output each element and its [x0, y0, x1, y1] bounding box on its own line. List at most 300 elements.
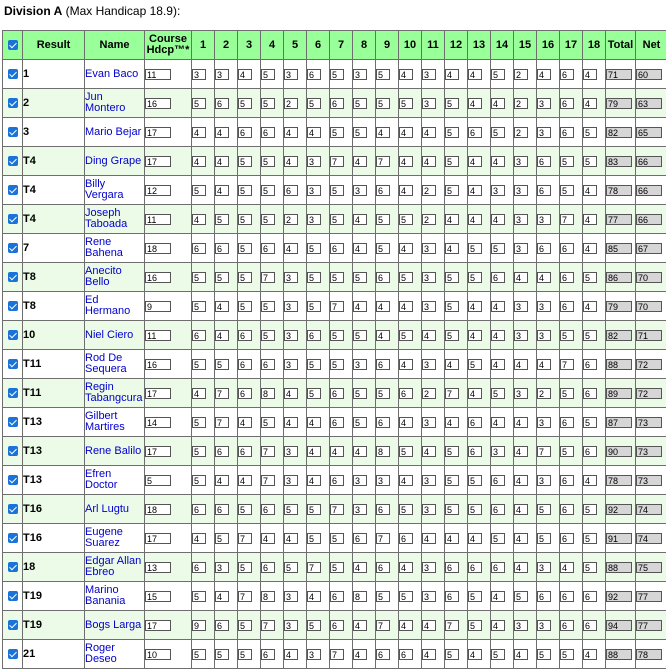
hole-score-field[interactable]: 5	[376, 69, 390, 80]
hole-score-field[interactable]: 5	[445, 475, 459, 486]
hole-score-field[interactable]: 5	[284, 562, 298, 573]
hole-score-field[interactable]: 5	[445, 330, 459, 341]
checkbox-icon[interactable]	[8, 620, 18, 630]
hole-score-field[interactable]: 3	[353, 359, 367, 370]
hole-score-field[interactable]: 3	[307, 649, 321, 660]
hole-score-field[interactable]: 5	[238, 98, 252, 109]
player-name-line1[interactable]: Arl Lugtu	[85, 503, 129, 515]
hole-score-field[interactable]: 5	[445, 98, 459, 109]
hole-score-field[interactable]: 5	[583, 562, 597, 573]
hole-score-field[interactable]: 5	[192, 185, 206, 196]
hole-score-field[interactable]: 8	[353, 591, 367, 602]
hole-score-field[interactable]: 3	[422, 98, 436, 109]
hole-score-field[interactable]: 6	[560, 475, 574, 486]
hole-score-field[interactable]: 3	[215, 562, 229, 573]
checkbox-icon[interactable]	[8, 562, 18, 572]
hole-score-field[interactable]: 4	[422, 156, 436, 167]
player-name-line1[interactable]: Edgar Allan	[85, 555, 141, 567]
hole-score-field[interactable]: 6	[192, 243, 206, 254]
hole-score-field[interactable]: 4	[514, 475, 528, 486]
hole-score-field[interactable]: 4	[583, 98, 597, 109]
hole-score-field[interactable]: 5	[307, 620, 321, 631]
player-name-line1[interactable]: Mario Bejar	[85, 126, 141, 138]
hole-score-field[interactable]: 4	[468, 388, 482, 399]
hole-score-field[interactable]: 6	[560, 504, 574, 515]
hole-score-field[interactable]: 6	[238, 330, 252, 341]
hole-score-field[interactable]: 3	[422, 359, 436, 370]
hole-score-field[interactable]: 4	[422, 127, 436, 138]
hole-score-field[interactable]: 6	[445, 562, 459, 573]
row-checkbox[interactable]	[3, 495, 23, 524]
player-name-link[interactable]	[85, 408, 145, 437]
hole-score-field[interactable]: 3	[284, 446, 298, 457]
row-checkbox[interactable]	[3, 437, 23, 466]
hole-score-field[interactable]: 5	[238, 620, 252, 631]
hole-score-field[interactable]: 4	[238, 69, 252, 80]
hole-score-field[interactable]: 2	[422, 185, 436, 196]
hole-score-field[interactable]: 4	[353, 156, 367, 167]
hole-score-field[interactable]: 6	[583, 446, 597, 457]
hole-score-field[interactable]: 3	[514, 214, 528, 225]
player-name-line2[interactable]: Taboada	[85, 218, 127, 230]
hole-score-field[interactable]: 6	[261, 504, 275, 515]
hole-score-field[interactable]: 5	[238, 504, 252, 515]
hole-score-field[interactable]: 4	[560, 562, 574, 573]
course-hdcp-field[interactable]: 18	[145, 243, 171, 254]
hole-score-field[interactable]: 6	[537, 243, 551, 254]
hole-score-field[interactable]: 4	[445, 214, 459, 225]
hole-score-field[interactable]: 4	[422, 533, 436, 544]
hole-score-field[interactable]: 6	[445, 591, 459, 602]
course-hdcp-field[interactable]: 17	[145, 620, 171, 631]
hole-score-field[interactable]: 4	[491, 214, 505, 225]
hole-score-field[interactable]: 5	[215, 533, 229, 544]
select-all-checkbox[interactable]	[3, 31, 23, 60]
course-hdcp-field[interactable]: 16	[145, 272, 171, 283]
hole-score-field[interactable]: 6	[261, 127, 275, 138]
hole-score-field[interactable]: 6	[353, 533, 367, 544]
hole-score-field[interactable]: 6	[215, 446, 229, 457]
hole-score-field[interactable]: 6	[537, 185, 551, 196]
checkbox-icon[interactable]	[8, 243, 18, 253]
course-hdcp-field[interactable]: 17	[145, 156, 171, 167]
hole-score-field[interactable]: 4	[399, 301, 413, 312]
hole-score-field[interactable]: 6	[376, 272, 390, 283]
hole-score-field[interactable]: 3	[537, 127, 551, 138]
hole-score-field[interactable]: 4	[422, 446, 436, 457]
hole-score-field[interactable]: 3	[491, 446, 505, 457]
row-checkbox[interactable]	[3, 408, 23, 437]
player-name-line1[interactable]: Rene Balilo	[85, 445, 141, 457]
hole-score-field[interactable]: 3	[284, 591, 298, 602]
hole-score-field[interactable]: 4	[353, 214, 367, 225]
player-name-link[interactable]	[85, 321, 145, 350]
hole-score-field[interactable]: 2	[422, 388, 436, 399]
hole-score-field[interactable]: 5	[491, 69, 505, 80]
hole-score-field[interactable]: 3	[284, 620, 298, 631]
checkbox-icon[interactable]	[8, 475, 18, 485]
hole-score-field[interactable]: 6	[330, 475, 344, 486]
hole-score-field[interactable]: 8	[376, 446, 390, 457]
hole-score-field[interactable]: 6	[330, 388, 344, 399]
player-name-line1[interactable]: Evan Baco	[85, 68, 138, 80]
hole-score-field[interactable]: 5	[468, 591, 482, 602]
hole-score-field[interactable]: 4	[514, 446, 528, 457]
hole-score-field[interactable]: 6	[560, 301, 574, 312]
hole-score-field[interactable]: 6	[192, 504, 206, 515]
course-hdcp-field[interactable]: 11	[145, 69, 171, 80]
player-name-link[interactable]	[85, 437, 145, 466]
player-name-line2[interactable]: Suarez	[85, 537, 120, 549]
hole-score-field[interactable]: 5	[468, 504, 482, 515]
hole-score-field[interactable]: 7	[261, 475, 275, 486]
hole-score-field[interactable]: 5	[583, 417, 597, 428]
checkbox-icon[interactable]	[8, 330, 18, 340]
hole-score-field[interactable]: 4	[468, 330, 482, 341]
hole-score-field[interactable]: 4	[583, 301, 597, 312]
hole-score-field[interactable]: 4	[399, 156, 413, 167]
hole-score-field[interactable]: 4	[468, 214, 482, 225]
hole-score-field[interactable]: 2	[537, 388, 551, 399]
hole-score-field[interactable]: 3	[284, 272, 298, 283]
hole-score-field[interactable]: 6	[583, 591, 597, 602]
hole-score-field[interactable]: 5	[445, 649, 459, 660]
hole-score-field[interactable]: 6	[491, 562, 505, 573]
course-hdcp-field[interactable]: 17	[145, 388, 171, 399]
row-checkbox[interactable]	[3, 524, 23, 553]
hole-score-field[interactable]: 4	[215, 301, 229, 312]
hole-score-field[interactable]: 5	[261, 69, 275, 80]
hole-score-field[interactable]: 4	[445, 417, 459, 428]
player-name-line1[interactable]: Joseph	[85, 207, 120, 219]
hole-score-field[interactable]: 5	[330, 214, 344, 225]
player-name-link[interactable]	[85, 553, 145, 582]
hole-score-field[interactable]: 7	[445, 620, 459, 631]
hole-score-field[interactable]: 4	[445, 69, 459, 80]
hole-score-field[interactable]: 4	[399, 69, 413, 80]
hole-score-field[interactable]: 6	[583, 388, 597, 399]
hole-score-field[interactable]: 5	[353, 417, 367, 428]
hole-score-field[interactable]: 6	[491, 475, 505, 486]
hole-score-field[interactable]: 4	[399, 475, 413, 486]
player-name-link[interactable]	[85, 466, 145, 495]
row-checkbox[interactable]	[3, 89, 23, 118]
hole-score-field[interactable]: 5	[583, 330, 597, 341]
course-hdcp-field[interactable]: 16	[145, 359, 171, 370]
course-hdcp-field[interactable]: 12	[145, 185, 171, 196]
hole-score-field[interactable]: 5	[399, 214, 413, 225]
hole-score-field[interactable]: 5	[491, 649, 505, 660]
hole-score-field[interactable]: 4	[422, 620, 436, 631]
hole-score-field[interactable]: 6	[376, 185, 390, 196]
hole-score-field[interactable]: 6	[376, 504, 390, 515]
hole-score-field[interactable]: 5	[583, 272, 597, 283]
hole-score-field[interactable]: 4	[192, 388, 206, 399]
hole-score-field[interactable]: 6	[261, 243, 275, 254]
hole-score-field[interactable]: 4	[583, 185, 597, 196]
checkbox-icon[interactable]	[8, 446, 18, 456]
course-hdcp-field[interactable]: 11	[145, 214, 171, 225]
hole-score-field[interactable]: 3	[215, 69, 229, 80]
hole-score-field[interactable]: 7	[560, 214, 574, 225]
hole-score-field[interactable]: 6	[261, 359, 275, 370]
hole-score-field[interactable]: 5	[238, 649, 252, 660]
player-name-link[interactable]	[85, 234, 145, 263]
hole-score-field[interactable]: 5	[330, 359, 344, 370]
player-name-link[interactable]	[85, 350, 145, 379]
hole-score-field[interactable]: 4	[215, 591, 229, 602]
hole-score-field[interactable]: 4	[537, 69, 551, 80]
hole-score-field[interactable]: 4	[307, 417, 321, 428]
hole-score-field[interactable]: 4	[491, 591, 505, 602]
hole-score-field[interactable]: 4	[307, 127, 321, 138]
hole-score-field[interactable]: 5	[537, 649, 551, 660]
hole-score-field[interactable]: 4	[468, 185, 482, 196]
hole-score-field[interactable]: 6	[468, 562, 482, 573]
row-checkbox[interactable]	[3, 640, 23, 669]
player-name-line2[interactable]: Bahena	[85, 247, 123, 259]
hole-score-field[interactable]: 5	[399, 446, 413, 457]
player-name-line1[interactable]: Bogs Larga	[85, 619, 141, 631]
checkbox-icon[interactable]	[8, 127, 18, 137]
hole-score-field[interactable]: 5	[376, 243, 390, 254]
hole-score-field[interactable]: 6	[307, 69, 321, 80]
hole-score-field[interactable]: 6	[215, 243, 229, 254]
hole-score-field[interactable]: 4	[307, 591, 321, 602]
hole-score-field[interactable]: 6	[560, 243, 574, 254]
hole-score-field[interactable]: 3	[284, 330, 298, 341]
player-name-line1[interactable]: Ding Grape	[85, 155, 141, 167]
hole-score-field[interactable]: 3	[353, 475, 367, 486]
hole-score-field[interactable]: 6	[468, 446, 482, 457]
player-name-line2[interactable]: Deseo	[85, 653, 117, 665]
hole-score-field[interactable]: 4	[399, 359, 413, 370]
row-checkbox[interactable]	[3, 234, 23, 263]
hole-score-field[interactable]: 5	[445, 504, 459, 515]
hole-score-field[interactable]: 5	[238, 272, 252, 283]
hole-score-field[interactable]: 4	[399, 620, 413, 631]
hole-score-field[interactable]: 5	[238, 185, 252, 196]
hole-score-field[interactable]: 5	[560, 330, 574, 341]
hole-score-field[interactable]: 6	[376, 417, 390, 428]
player-name-line1[interactable]: Roger	[85, 642, 115, 654]
hole-score-field[interactable]: 4	[307, 446, 321, 457]
hole-score-field[interactable]: 4	[399, 417, 413, 428]
course-hdcp-field[interactable]: 5	[145, 475, 171, 486]
hole-score-field[interactable]: 4	[491, 417, 505, 428]
hole-score-field[interactable]: 5	[307, 272, 321, 283]
hole-score-field[interactable]: 6	[560, 620, 574, 631]
hole-score-field[interactable]: 3	[422, 69, 436, 80]
player-name-line1[interactable]: Niel Ciero	[85, 329, 133, 341]
hole-score-field[interactable]: 6	[215, 620, 229, 631]
hole-score-field[interactable]: 6	[330, 591, 344, 602]
hole-score-field[interactable]: 4	[491, 359, 505, 370]
hole-score-field[interactable]: 4	[307, 475, 321, 486]
hole-score-field[interactable]: 3	[422, 562, 436, 573]
hole-score-field[interactable]: 3	[537, 475, 551, 486]
hole-score-field[interactable]: 5	[399, 330, 413, 341]
hole-score-field[interactable]: 4	[192, 127, 206, 138]
hole-score-field[interactable]: 5	[376, 98, 390, 109]
player-name-link[interactable]	[85, 524, 145, 553]
hole-score-field[interactable]: 4	[491, 98, 505, 109]
hole-score-field[interactable]: 6	[261, 562, 275, 573]
hole-score-field[interactable]: 4	[353, 446, 367, 457]
hole-score-field[interactable]: 5	[307, 533, 321, 544]
hole-score-field[interactable]: 5	[192, 591, 206, 602]
hole-score-field[interactable]: 6	[330, 417, 344, 428]
hole-score-field[interactable]: 4	[238, 475, 252, 486]
hole-score-field[interactable]: 2	[284, 98, 298, 109]
hole-score-field[interactable]: 4	[330, 446, 344, 457]
hole-score-field[interactable]: 4	[261, 533, 275, 544]
hole-score-field[interactable]: 5	[583, 156, 597, 167]
hole-score-field[interactable]: 5	[261, 185, 275, 196]
hole-score-field[interactable]: 2	[514, 69, 528, 80]
course-hdcp-field[interactable]: 17	[145, 127, 171, 138]
hole-score-field[interactable]: 3	[376, 475, 390, 486]
checkbox-icon[interactable]	[8, 533, 18, 543]
hole-score-field[interactable]: 5	[560, 185, 574, 196]
hole-score-field[interactable]: 5	[330, 185, 344, 196]
checkbox-icon[interactable]	[8, 301, 18, 311]
hole-score-field[interactable]: 4	[399, 562, 413, 573]
row-checkbox[interactable]	[3, 379, 23, 408]
hole-score-field[interactable]: 5	[238, 243, 252, 254]
hole-score-field[interactable]: 3	[514, 388, 528, 399]
row-checkbox[interactable]	[3, 321, 23, 350]
hole-score-field[interactable]: 3	[422, 272, 436, 283]
hole-score-field[interactable]: 7	[376, 156, 390, 167]
hole-score-field[interactable]: 5	[399, 272, 413, 283]
hole-score-field[interactable]: 5	[192, 301, 206, 312]
hole-score-field[interactable]: 4	[376, 330, 390, 341]
hole-score-field[interactable]: 4	[215, 127, 229, 138]
hole-score-field[interactable]: 5	[330, 330, 344, 341]
player-name-line2[interactable]: Vergara	[85, 189, 124, 201]
hole-score-field[interactable]: 3	[491, 185, 505, 196]
hole-score-field[interactable]: 4	[468, 69, 482, 80]
player-name-line1[interactable]: Jun	[85, 91, 103, 103]
hole-score-field[interactable]: 4	[215, 330, 229, 341]
hole-score-field[interactable]: 4	[514, 272, 528, 283]
hole-score-field[interactable]: 3	[537, 330, 551, 341]
hole-score-field[interactable]: 4	[192, 533, 206, 544]
hole-score-field[interactable]: 3	[422, 243, 436, 254]
hole-score-field[interactable]: 5	[445, 301, 459, 312]
hole-score-field[interactable]: 5	[192, 272, 206, 283]
hole-score-field[interactable]: 4	[583, 475, 597, 486]
course-hdcp-field[interactable]: 14	[145, 417, 171, 428]
hole-score-field[interactable]: 9	[192, 620, 206, 631]
player-name-link[interactable]	[85, 292, 145, 321]
player-name-line2[interactable]: Bello	[85, 276, 109, 288]
hole-score-field[interactable]: 5	[192, 649, 206, 660]
hole-score-field[interactable]: 3	[514, 243, 528, 254]
player-name-link[interactable]	[85, 611, 145, 640]
hole-score-field[interactable]: 4	[583, 243, 597, 254]
hole-score-field[interactable]: 5	[353, 330, 367, 341]
hole-score-field[interactable]: 4	[215, 475, 229, 486]
hole-score-field[interactable]: 3	[537, 301, 551, 312]
hole-score-field[interactable]: 5	[261, 330, 275, 341]
hole-score-field[interactable]: 7	[261, 620, 275, 631]
player-name-line1[interactable]: Gilbert	[85, 410, 117, 422]
checkbox-icon[interactable]	[8, 504, 18, 514]
player-name-line2[interactable]: Banania	[85, 595, 125, 607]
hole-score-field[interactable]: 7	[238, 591, 252, 602]
hole-score-field[interactable]: 5	[238, 562, 252, 573]
hole-score-field[interactable]: 4	[353, 562, 367, 573]
hole-score-field[interactable]: 7	[330, 504, 344, 515]
hole-score-field[interactable]: 6	[238, 446, 252, 457]
hole-score-field[interactable]: 4	[353, 649, 367, 660]
hole-score-field[interactable]: 4	[491, 301, 505, 312]
player-name-line1[interactable]: Anecito	[85, 265, 122, 277]
course-hdcp-field[interactable]: 13	[145, 562, 171, 573]
player-name-link[interactable]	[85, 205, 145, 234]
hole-score-field[interactable]: 5	[445, 446, 459, 457]
hole-score-field[interactable]: 7	[445, 388, 459, 399]
course-hdcp-field[interactable]: 18	[145, 504, 171, 515]
hole-score-field[interactable]: 5	[537, 504, 551, 515]
course-hdcp-field[interactable]: 9	[145, 301, 171, 312]
hole-score-field[interactable]: 6	[560, 272, 574, 283]
checkbox-icon[interactable]	[8, 185, 18, 195]
hole-score-field[interactable]: 3	[284, 301, 298, 312]
hole-score-field[interactable]: 6	[491, 504, 505, 515]
hole-score-field[interactable]: 6	[537, 156, 551, 167]
player-name-line1[interactable]: Rod De	[85, 352, 122, 364]
hole-score-field[interactable]: 6	[215, 504, 229, 515]
hole-score-field[interactable]: 3	[422, 417, 436, 428]
hole-score-field[interactable]: 3	[422, 475, 436, 486]
course-hdcp-field[interactable]: 11	[145, 330, 171, 341]
player-name-line2[interactable]: Martires	[85, 421, 125, 433]
player-name-line1[interactable]: Billy	[85, 178, 105, 190]
hole-score-field[interactable]: 4	[399, 243, 413, 254]
checkbox-icon[interactable]	[8, 40, 18, 50]
hole-score-field[interactable]: 6	[583, 359, 597, 370]
hole-score-field[interactable]: 5	[376, 591, 390, 602]
hole-score-field[interactable]: 7	[307, 562, 321, 573]
hole-score-field[interactable]: 4	[445, 533, 459, 544]
hole-score-field[interactable]: 5	[330, 533, 344, 544]
player-name-link[interactable]	[85, 379, 145, 408]
hole-score-field[interactable]: 3	[537, 417, 551, 428]
player-name-link[interactable]	[85, 89, 145, 118]
player-name-line1[interactable]: Ed	[85, 294, 98, 306]
hole-score-field[interactable]: 4	[514, 649, 528, 660]
hole-score-field[interactable]: 5	[583, 504, 597, 515]
hole-score-field[interactable]: 4	[491, 156, 505, 167]
hole-score-field[interactable]: 3	[514, 301, 528, 312]
hole-score-field[interactable]: 3	[284, 69, 298, 80]
hole-score-field[interactable]: 5	[445, 272, 459, 283]
hole-score-field[interactable]: 7	[537, 446, 551, 457]
hole-score-field[interactable]: 5	[583, 533, 597, 544]
checkbox-icon[interactable]	[8, 649, 18, 659]
hole-score-field[interactable]: 5	[307, 504, 321, 515]
hole-score-field[interactable]: 4	[468, 301, 482, 312]
hole-score-field[interactable]: 3	[353, 504, 367, 515]
hole-score-field[interactable]: 6	[560, 533, 574, 544]
hole-score-field[interactable]: 5	[284, 504, 298, 515]
hole-score-field[interactable]: 5	[399, 98, 413, 109]
hole-score-field[interactable]: 3	[284, 359, 298, 370]
hole-score-field[interactable]: 5	[238, 301, 252, 312]
